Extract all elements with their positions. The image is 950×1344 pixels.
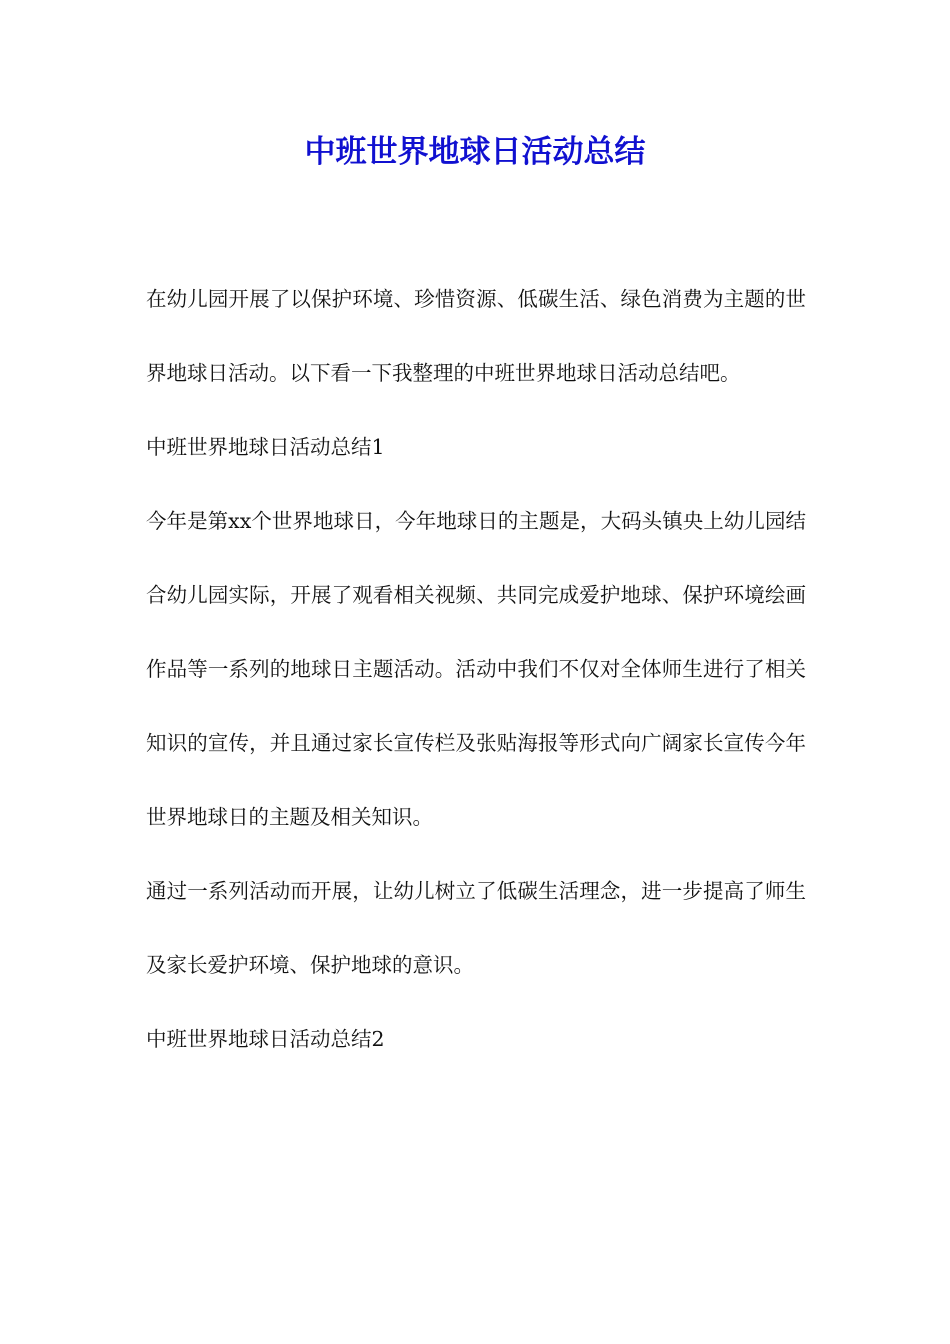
section-heading-2: 中班世界地球日活动总结2 [146, 1027, 385, 1051]
section-1-paragraph-2: 通过一系列活动而开展，让幼儿树立了低碳生活理念，进一步提高了师生及家长爱护环境、保护地球的意识。 [146, 879, 806, 977]
document-body [146, 262, 806, 1076]
section-1-paragraph-1: 今年是第xx个世界地球日，今年地球日的主题是，大码头镇央上幼儿园结合幼儿园实际，开展了观看相关视频、共同完成爱护地球、保护环境绘画作品等一系列的地球日主题活动。活动中我们不仅对全体师生进行了相关知识的宣传，并且通过家长宣传栏及张贴海报等形式向广阔家长宣传今年世界地球日的主题及相关知识。 [146, 509, 806, 829]
document-title: 中班世界地球日活动总结 [304, 134, 646, 170]
section-heading-1: 中班世界地球日活动总结1 [146, 435, 385, 459]
intro-paragraph: 在幼儿园开展了以保护环境、珍惜资源、低碳生活、绿色消费为主题的世界地球日活动。以下看一下我整理的中班世界地球日活动总结吧。 [146, 287, 806, 385]
